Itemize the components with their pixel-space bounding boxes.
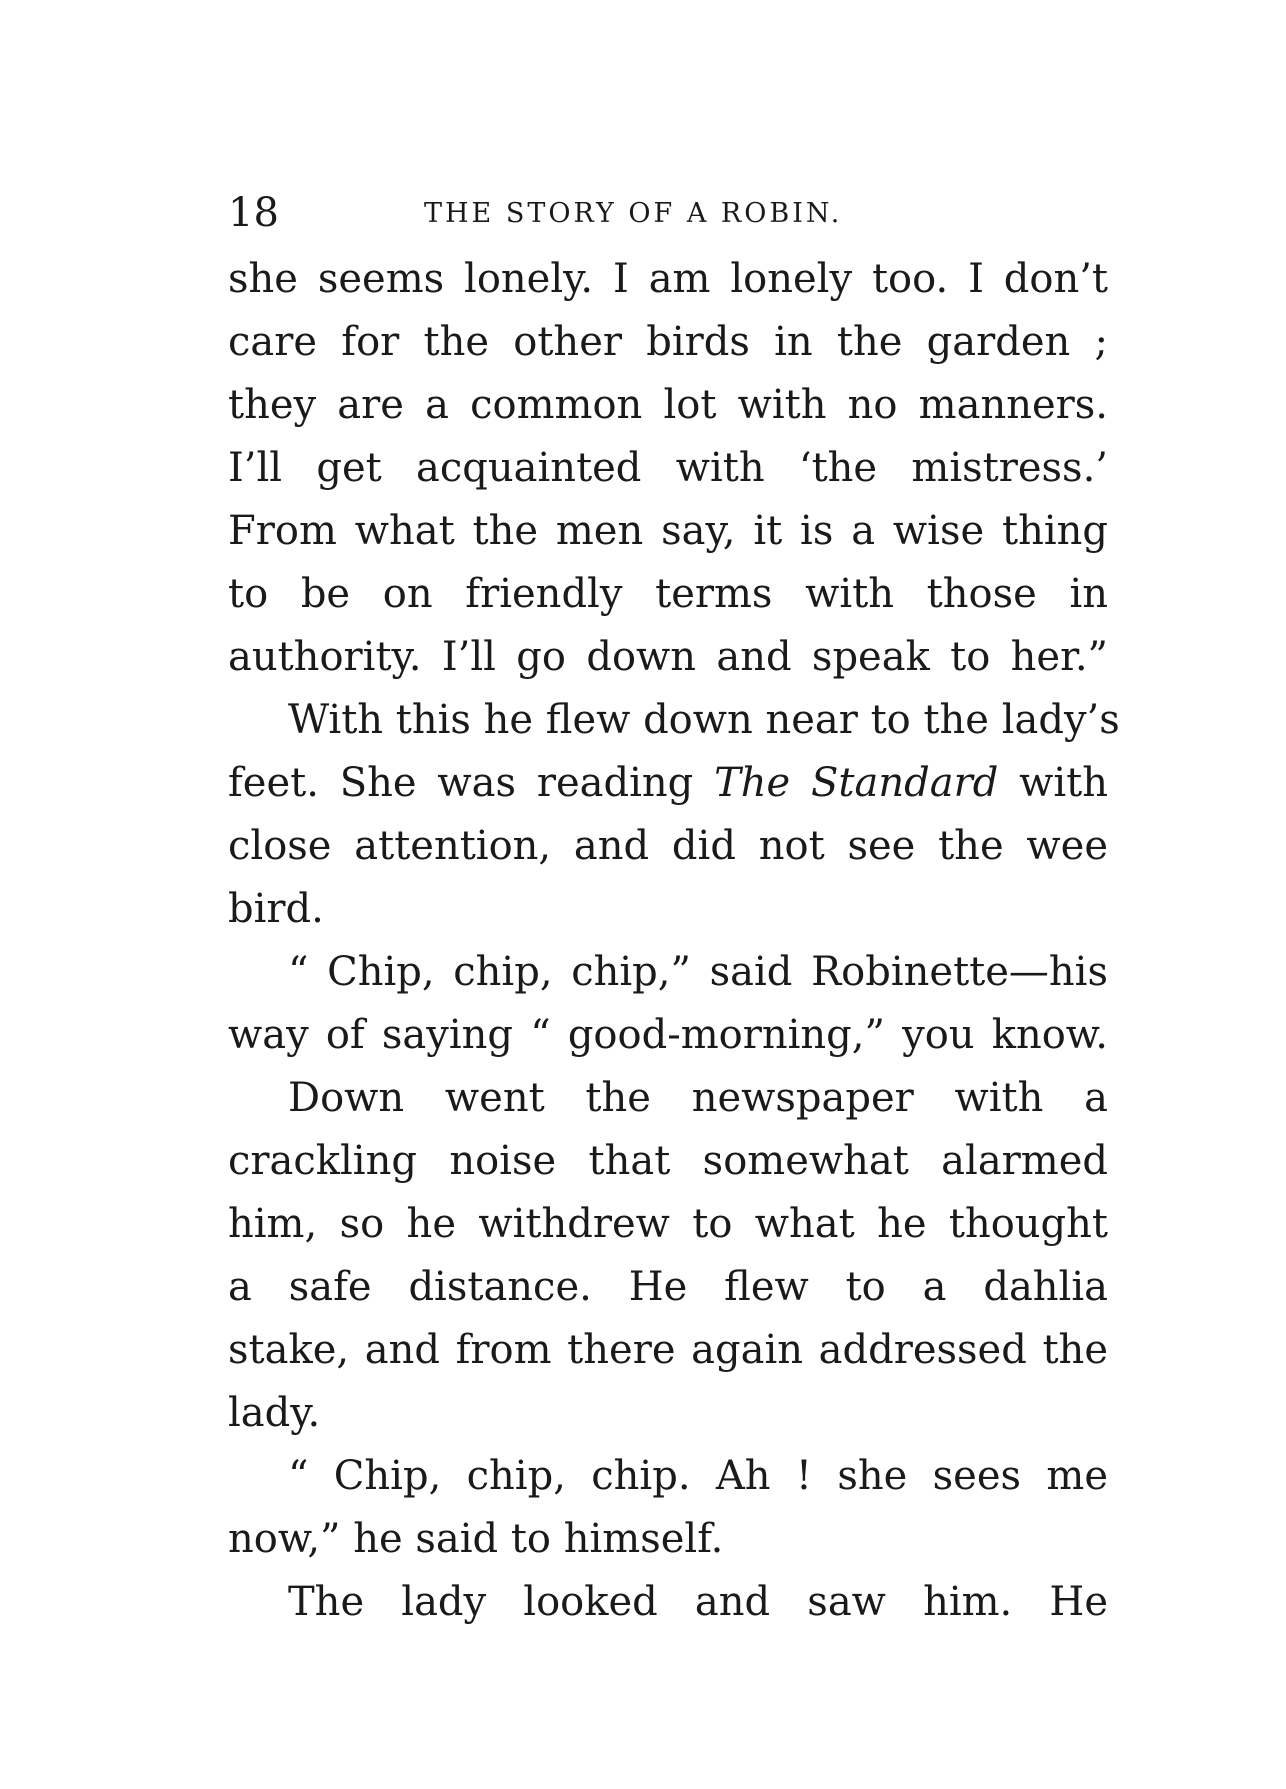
running-title: THE STORY OF A ROBIN. [424, 198, 843, 229]
paragraph [228, 1067, 1108, 1445]
text-line: she seems lonely. I am lonely too. I don’t [228, 256, 1108, 302]
text-line: The lady looked and saw him. He [288, 1579, 1108, 1625]
paragraph [228, 1571, 1108, 1634]
page-header [228, 188, 1108, 238]
text-line: bird. [228, 886, 324, 932]
text-line: to be on friendly terms with those in [228, 571, 1108, 617]
text-line: a safe distance. He flew to a dahlia [228, 1264, 1108, 1310]
page-number: 18 [228, 190, 279, 236]
paragraph [228, 248, 1108, 689]
text-segment: with [998, 760, 1108, 806]
text-segment: feet. She was reading [228, 760, 715, 806]
text-line: stake, and from there again addressed the [228, 1327, 1108, 1373]
text-line: With this he flew down near to the lady’s [288, 697, 1120, 743]
text-line: him, so he withdrew to what he thought [228, 1201, 1108, 1247]
text-line: lady. [228, 1390, 321, 1436]
paragraph [228, 941, 1108, 1067]
text-line: “ Chip, chip, chip,” said Robinette—his [288, 949, 1108, 995]
text-line: Down went the newspaper with a [288, 1075, 1108, 1121]
text-line: I’ll get acquainted with ‘the mistress.’ [228, 445, 1108, 491]
text-line: care for the other birds in the garden ; [228, 319, 1108, 365]
paragraph [228, 1445, 1108, 1571]
text-line: now,” he said to himself. [228, 1516, 724, 1562]
text-line [228, 752, 1108, 815]
body-text [228, 248, 1120, 1634]
text-line: “ Chip, chip, chip. Ah ! she sees me [288, 1453, 1108, 1499]
text-line: they are a common lot with no manners. [228, 382, 1108, 428]
paragraph [228, 689, 1120, 941]
text-line: way of saying “ good-morning,” you know. [228, 1012, 1108, 1058]
text-line: authority. I’ll go down and speak to her.” [228, 634, 1108, 680]
text-line: From what the men say, it is a wise thing [228, 508, 1108, 554]
text-line: crackling noise that somewhat alarmed [228, 1138, 1108, 1184]
newspaper-title: The Standard [714, 760, 999, 806]
text-line: close attention, and did not see the wee [228, 823, 1108, 869]
